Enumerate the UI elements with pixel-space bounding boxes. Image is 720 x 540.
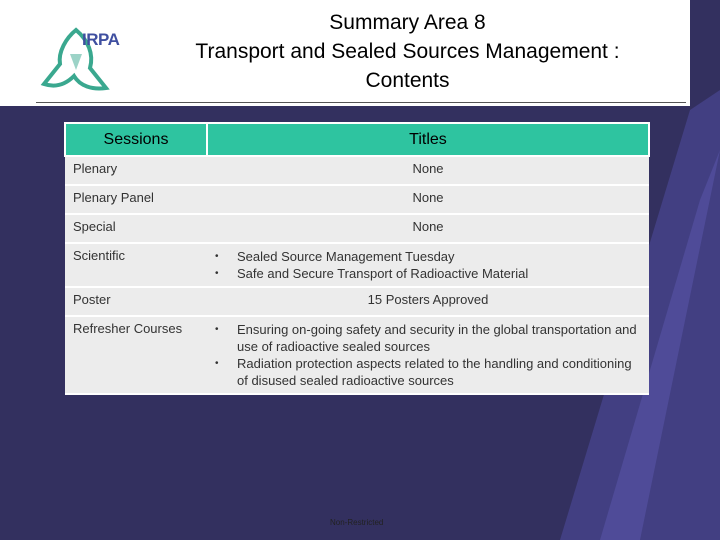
title-divider <box>36 102 686 103</box>
titles-cell: None <box>207 214 649 243</box>
title-line: Contents <box>365 69 450 92</box>
page-title <box>120 8 695 95</box>
sessions-table <box>64 122 650 395</box>
titles-cell: None <box>207 185 649 214</box>
session-cell: Special <box>65 214 207 243</box>
table-row <box>65 214 649 243</box>
table-header-row <box>65 123 649 156</box>
session-cell: Refresher Courses <box>65 316 207 394</box>
titles-cell <box>207 243 649 287</box>
titles-cell: None <box>207 156 649 185</box>
titles-cell: 15 Posters Approved <box>207 287 649 316</box>
list-item: • Safe and Secure Transport of Radioactive Material <box>237 265 641 282</box>
session-cell: Plenary <box>65 156 207 185</box>
titles-cell <box>207 316 649 394</box>
column-header-titles: Titles <box>207 123 649 156</box>
table-row <box>65 185 649 214</box>
title-line: Transport and Sealed Sources Management : <box>195 40 620 63</box>
logo-text: IRPA <box>82 30 120 49</box>
table-row <box>65 316 649 394</box>
list-item: • Sealed Source Management Tuesday <box>237 248 641 265</box>
table-row <box>65 156 649 185</box>
classification-label: Non-Restricted <box>330 518 384 527</box>
session-cell: Scientific <box>65 243 207 287</box>
title-line: Summary Area 8 <box>329 11 486 34</box>
session-cell: Poster <box>65 287 207 316</box>
title-list <box>215 321 641 389</box>
session-cell: Plenary Panel <box>65 185 207 214</box>
column-header-sessions: Sessions <box>65 123 207 156</box>
title-list <box>215 248 641 282</box>
table-row <box>65 287 649 316</box>
list-item: • Ensuring on-going safety and security in the global transportation and use of radioactive sealed sources <box>237 321 641 355</box>
list-item: • Radiation protection aspects related to the handling and conditioning of disused sealed radioactive sources <box>237 355 641 389</box>
table-row <box>65 243 649 287</box>
